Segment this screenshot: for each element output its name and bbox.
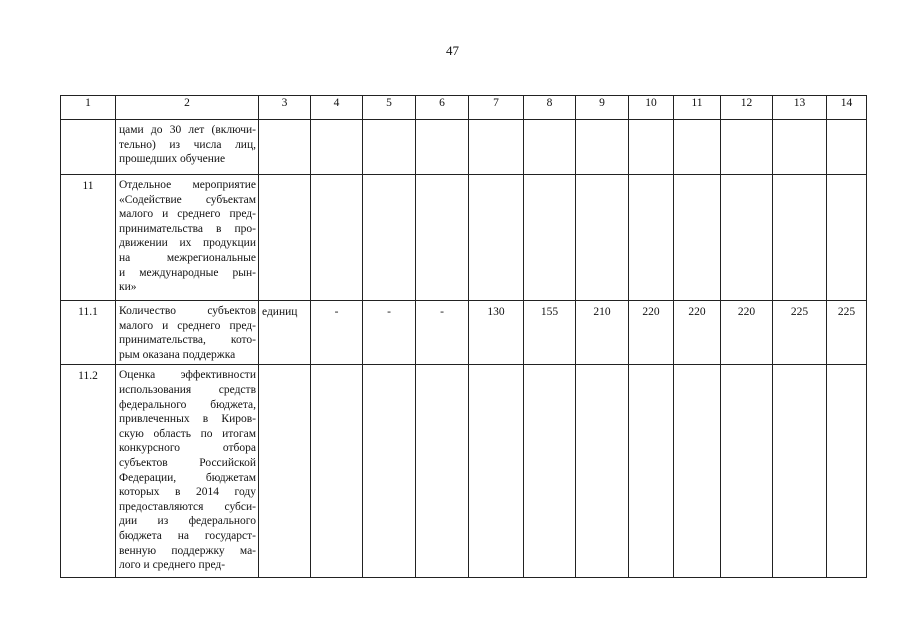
- unit-cell: [259, 365, 311, 578]
- header-cell: 12: [721, 96, 773, 120]
- value-cell: -: [363, 301, 416, 365]
- indicator-text-line: цами до 30 лет (включи-: [119, 124, 256, 136]
- header-cell: 8: [524, 96, 576, 120]
- value-cell: [827, 175, 867, 301]
- indicator-text-line: и международные рын-: [119, 266, 256, 279]
- indicator-name-cell: [116, 120, 259, 175]
- value-cell: [674, 175, 721, 301]
- value-cell: [576, 365, 629, 578]
- indicator-text-line: федерального бюджета,: [119, 398, 256, 411]
- indicator-text-line: бюджета на государст-: [119, 529, 256, 542]
- header-cell: 13: [773, 96, 827, 120]
- value-cell: [827, 120, 867, 175]
- unit-cell: единиц: [259, 301, 311, 365]
- indicator-text-line: прошедших обучение: [119, 153, 226, 166]
- value-cell: [773, 120, 827, 175]
- value-cell: [469, 120, 524, 175]
- indicator-text-line: предоставляются субси-: [119, 500, 256, 513]
- value-cell: [524, 120, 576, 175]
- value-cell: [674, 365, 721, 578]
- value-cell: 225: [773, 301, 827, 365]
- header-cell: 10: [629, 96, 674, 120]
- value-cell: [469, 175, 524, 301]
- indicator-text-line: использования средств: [119, 383, 256, 396]
- indicator-name-cell: [116, 365, 259, 578]
- table-row: [61, 365, 867, 578]
- value-cell: [469, 365, 524, 578]
- value-cell: [363, 120, 416, 175]
- indicator-text-line: Оценка эффективности: [119, 369, 256, 382]
- indicator-text-line: малого и среднего пред-: [119, 319, 256, 332]
- indicators-table: [60, 95, 867, 578]
- value-cell: [576, 175, 629, 301]
- header-cell: 2: [116, 96, 259, 120]
- indicator-text-line: которых в 2014 году: [119, 486, 256, 499]
- unit-cell: [259, 120, 311, 175]
- indicator-text-line: принимательства в про-: [119, 222, 256, 235]
- indicator-text-line: венную поддержку ма-: [119, 544, 256, 557]
- value-cell: [773, 365, 827, 578]
- indicator-text-line: на межрегиональные: [119, 251, 256, 264]
- value-cell: -: [416, 301, 469, 365]
- page-number: 47: [446, 43, 459, 58]
- table-row: [61, 301, 867, 365]
- header-cell: 9: [576, 96, 629, 120]
- value-cell: [416, 120, 469, 175]
- value-cell: 155: [524, 301, 576, 365]
- value-cell: [629, 120, 674, 175]
- indicator-text-line: малого и среднего пред-: [119, 208, 256, 221]
- value-cell: -: [311, 301, 363, 365]
- value-cell: [416, 175, 469, 301]
- value-cell: [674, 120, 721, 175]
- indicator-text-line: Федерации, бюджетам: [119, 471, 256, 484]
- value-cell: [311, 365, 363, 578]
- indicator-text-line: лого и среднего пред-: [119, 559, 226, 572]
- value-cell: [311, 120, 363, 175]
- value-cell: [773, 175, 827, 301]
- indicator-text-line: скую область по итогам: [119, 427, 256, 440]
- value-cell: [629, 175, 674, 301]
- value-cell: [576, 120, 629, 175]
- header-cell: 3: [259, 96, 311, 120]
- unit-cell: [259, 175, 311, 301]
- table-row: [61, 175, 867, 301]
- value-cell: [416, 365, 469, 578]
- row-number-cell: 11.2: [61, 365, 116, 578]
- header-cell: 4: [311, 96, 363, 120]
- indicator-text-line: движении их продукции: [119, 237, 256, 250]
- indicator-text-line: тельно) из числа лиц,: [119, 138, 256, 151]
- value-cell: 210: [576, 301, 629, 365]
- value-cell: [721, 175, 773, 301]
- value-cell: 225: [827, 301, 867, 365]
- header-cell: 1: [61, 96, 116, 120]
- table-row: [61, 120, 867, 175]
- indicator-text-line: ки»: [119, 281, 137, 294]
- row-number-cell: 11.1: [61, 301, 116, 365]
- indicator-text-line: конкурсного отбора: [119, 442, 256, 455]
- header-cell: 11: [674, 96, 721, 120]
- indicator-text-line: субъектов Российской: [119, 456, 256, 469]
- row-number-cell: [61, 120, 116, 175]
- value-cell: [721, 365, 773, 578]
- value-cell: [311, 175, 363, 301]
- indicator-text-line: рым оказана поддержка: [119, 348, 236, 361]
- value-cell: [524, 365, 576, 578]
- indicator-text-line: дии из федерального: [119, 515, 256, 528]
- value-cell: [524, 175, 576, 301]
- indicator-name-cell: [116, 301, 259, 365]
- indicator-text-line: «Содействие субъектам: [119, 193, 256, 206]
- header-cell: 5: [363, 96, 416, 120]
- header-cell: 7: [469, 96, 524, 120]
- value-cell: [721, 120, 773, 175]
- indicator-name-cell: [116, 175, 259, 301]
- value-cell: 220: [674, 301, 721, 365]
- value-cell: [363, 175, 416, 301]
- value-cell: 130: [469, 301, 524, 365]
- value-cell: 220: [721, 301, 773, 365]
- indicator-text-line: Отдельное мероприятие: [119, 179, 256, 191]
- indicator-text-line: принимательства, кото-: [119, 334, 256, 347]
- indicator-text-line: привлеченных в Киров-: [119, 413, 256, 426]
- value-cell: [629, 365, 674, 578]
- table-header-row: [61, 96, 867, 120]
- value-cell: [363, 365, 416, 578]
- header-cell: 6: [416, 96, 469, 120]
- value-cell: [827, 365, 867, 578]
- indicator-text-line: Количество субъектов: [119, 305, 256, 317]
- value-cell: 220: [629, 301, 674, 365]
- row-number-cell: 11: [61, 175, 116, 301]
- header-cell: 14: [827, 96, 867, 120]
